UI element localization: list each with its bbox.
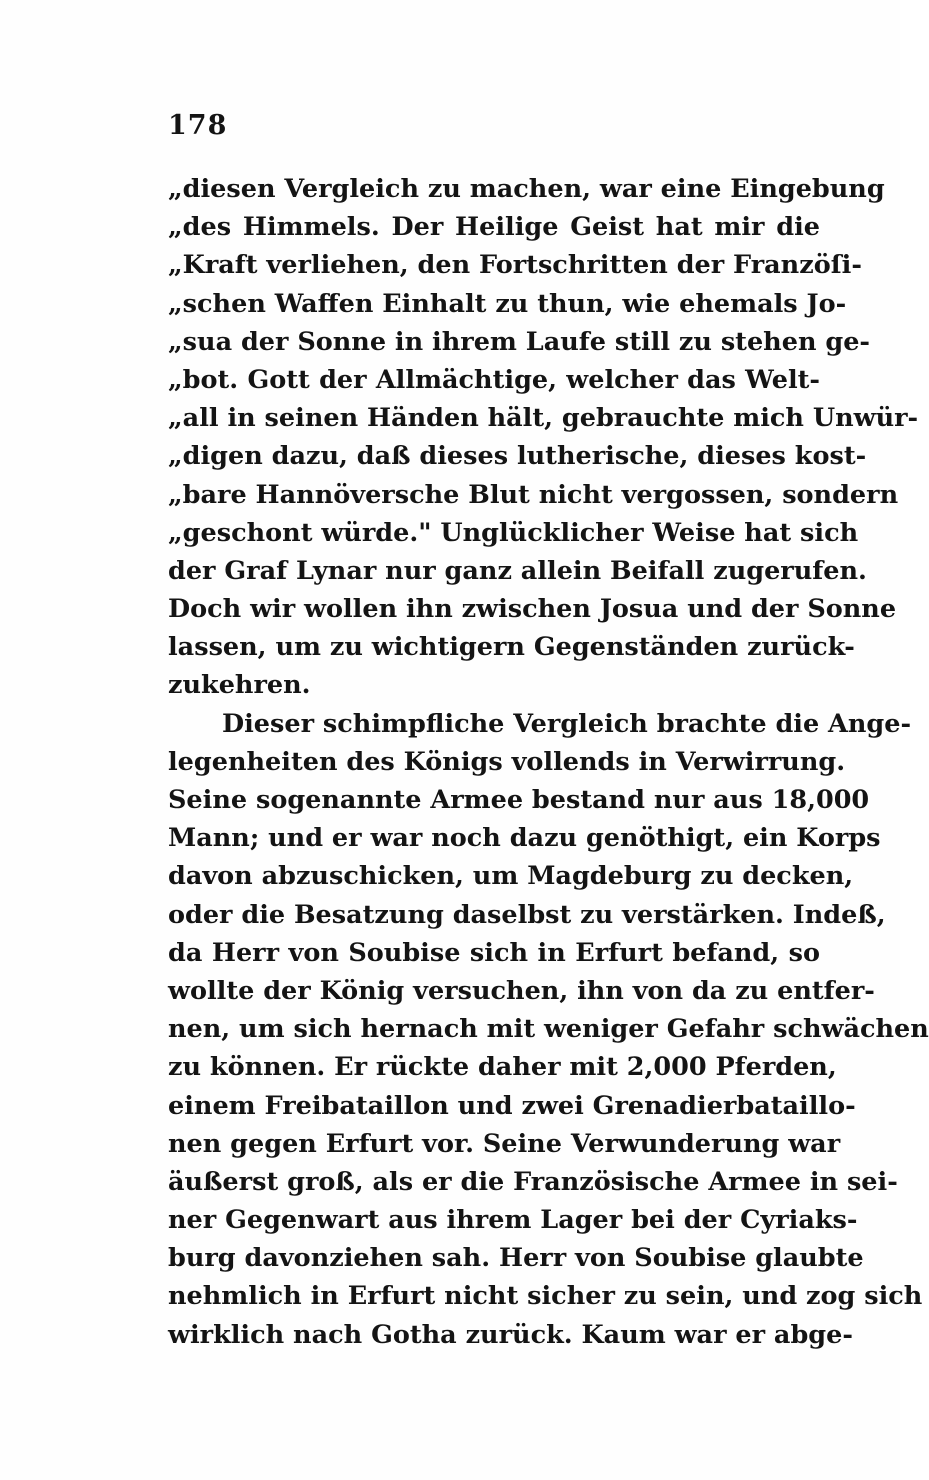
text-line: zu können. Er rückte daher mit 2,000 Pferden,: [168, 1052, 837, 1083]
text-line: nen gegen Erfurt vor. Seine Verwunderung war: [168, 1128, 841, 1159]
text-line: „Kraft verliehen, den Fortschritten der Franzöſi-: [168, 250, 862, 281]
text-line: davon abzuschicken, um Magdeburg zu decken,: [168, 861, 854, 892]
text-line: äußerst groß, als er die Französische Armee in sei-: [168, 1166, 898, 1197]
text-line: „diesen Vergleich zu machen, war eine Eingebung: [168, 174, 885, 204]
text-line: wirklich nach Gotha zurück. Kaum war er abge-: [168, 1319, 853, 1350]
text-line: einem Freibataillon und zwei Grenadierbataillo-: [168, 1090, 856, 1121]
text-line: „schen Waffen Einhalt zu thun, wie ehemals Jo-: [168, 288, 847, 319]
text-line: „sua der Sonne in ihrem Laufe still zu stehen ge-: [168, 326, 870, 357]
text-line: „geschont würde." Unglücklicher Weise hat sich: [168, 517, 859, 548]
text-line: legenheiten des Königs vollends in Verwirrung.: [168, 746, 846, 777]
body-text: [168, 170, 929, 1354]
text-line: oder die Besatzung daselbst zu verstärken. Indeß,: [168, 899, 886, 930]
text-line: „all in seinen Händen hält, gebrauchte mich Unwür-: [168, 403, 919, 434]
text-line: wollte der König versuchen, ihn von da zu entfer-: [168, 975, 875, 1006]
text-line: nen, um sich hernach mit weniger Gefahr schwächen: [168, 1014, 929, 1045]
text-line: „bare Hannöversche Blut nicht vergossen, sondern: [168, 479, 899, 510]
text-line: Doch wir wollen ihn zwischen Josua und der Sonne: [168, 594, 897, 625]
text-line: ner Gegenwart aus ihrem Lager bei der Cyriaks-: [168, 1205, 858, 1236]
text-line: „des Himmels. Der Heilige Geist hat mir die: [168, 212, 820, 243]
text-line: Seine sogenannte Armee bestand nur aus 18,000: [168, 785, 870, 815]
text-line: burg davonziehen sah. Herr von Soubise glaubte: [168, 1243, 864, 1274]
text-line: lassen, um zu wichtigern Gegenständen zurück-: [168, 632, 855, 663]
text-line: „digen dazu, daß dieses lutherische, dieses kost-: [168, 441, 867, 472]
text-line: Mann; und er war noch dazu genöthigt, ein Korps: [168, 823, 881, 854]
paragraph-start-line: Dieser schimpfliche Vergleich brachte die Ange-: [222, 708, 912, 739]
text-line: „bot. Gott der Allmächtige, welcher das Welt-: [168, 364, 820, 395]
text-line: zukehren.: [168, 670, 311, 701]
page-number: 178: [168, 110, 228, 141]
text-line: der Graf Lynar nur ganz allein Beifall zugerufen.: [168, 555, 867, 586]
text-line: da Herr von Soubise sich in Erfurt befand, so: [168, 937, 820, 968]
text-line: nehmlich in Erfurt nicht sicher zu sein, und zog sich: [168, 1281, 923, 1312]
